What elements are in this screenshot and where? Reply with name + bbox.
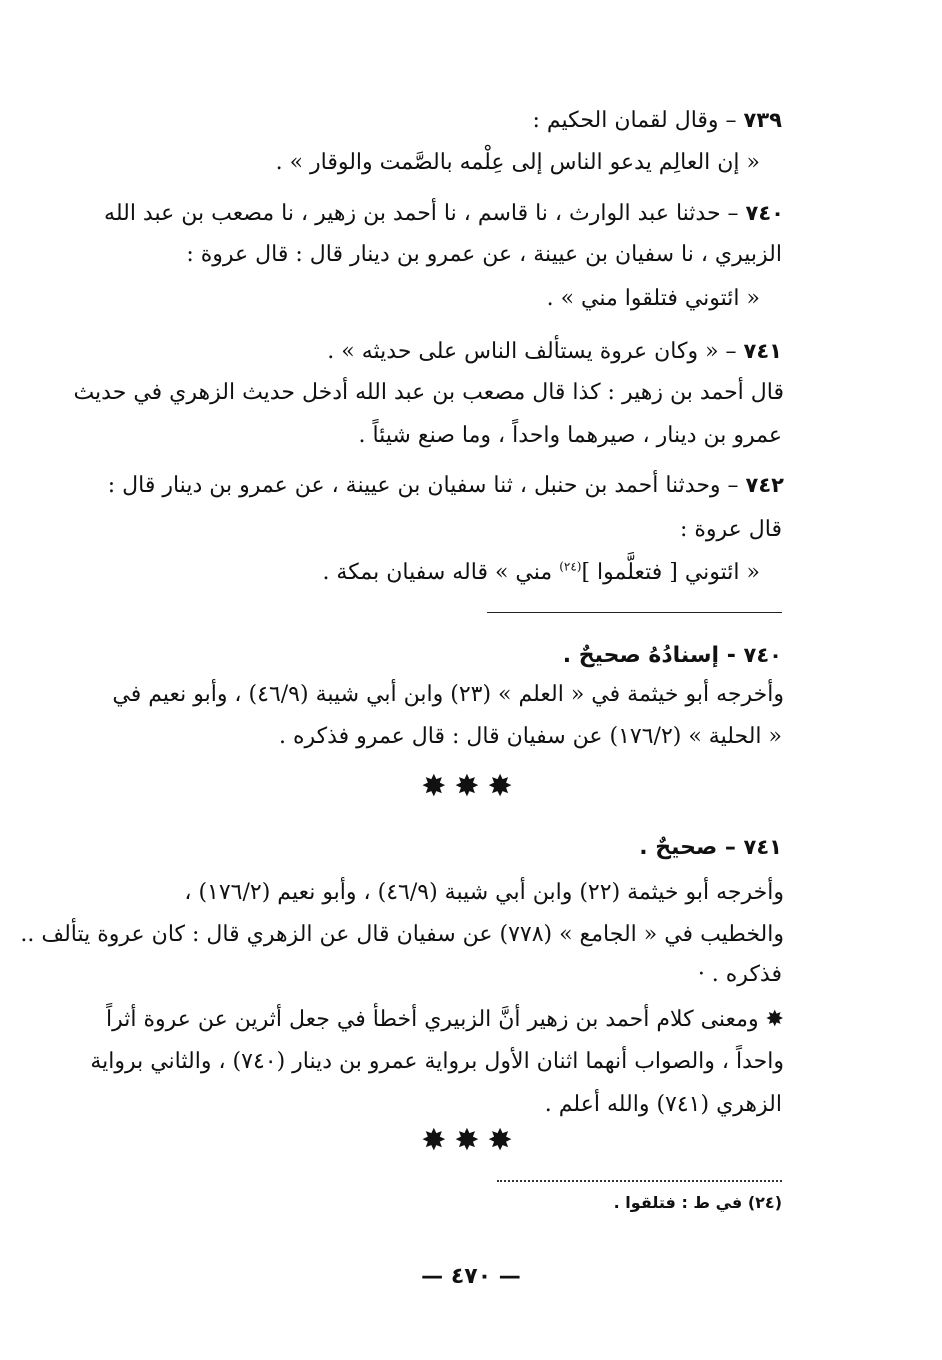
commentary-number-740: ٧٤٠ bbox=[743, 643, 782, 667]
footnote: (٢٤) في ط : فتلقوا . bbox=[613, 1193, 782, 1212]
paragraph-740-line3: « ائتوني فتلقوا مني » . bbox=[546, 286, 760, 311]
paragraph-741-line2: قال أحمد بن زهير : كذا قال مصعب بن عبد الله أدخل حديث الزهري في حديث bbox=[73, 380, 784, 405]
item-number-742: ٧٤٢ bbox=[745, 473, 784, 497]
paragraph-739-line1: ٧٣٩ – وقال لقمان الحكيم : bbox=[532, 108, 782, 133]
commentary-741-line6: الزهري (٧٤١) والله أعلم . bbox=[544, 1092, 782, 1117]
item-number-741: ٧٤١ bbox=[743, 339, 782, 363]
commentary-741-line1: وأخرجه أبو خيثمة (٢٢) وابن أبي شيبة (٤٦/٩) ، وأبو نعيم (١٧٦/٢) ، bbox=[184, 880, 784, 905]
paragraph-741-line1: ٧٤١ – « وكان عروة يستألف الناس على حديثه » . bbox=[327, 339, 782, 364]
paragraph-740-line2: الزبيري ، نا سفيان بن عيينة ، عن عمرو بن دينار قال : قال عروة : bbox=[186, 242, 782, 267]
section-ornament: ✸✸✸ bbox=[421, 1123, 521, 1158]
commentary-741-line4: ✸ ومعنى كلام أحمد بن زهير أنَّ الزبيري أخطأ في جعل أثرين عن عروة أثراً bbox=[106, 1007, 784, 1032]
commentary-741-line3: فذكره . · bbox=[697, 962, 782, 987]
paragraph-740-line1: ٧٤٠ – حدثنا عبد الوارث ، نا قاسم ، نا أحمد بن زهير ، نا مصعب بن عبد الله bbox=[104, 201, 784, 226]
commentary-741-line5: واحداً ، والصواب أنهما اثنان الأول برواية عمرو بن دينار (٧٤٠) ، والثاني برواية bbox=[90, 1049, 784, 1074]
footnote-separator bbox=[497, 1180, 782, 1182]
item-number-740: ٧٤٠ bbox=[745, 201, 784, 225]
section-ornament: ✸✸✸ bbox=[421, 769, 521, 804]
section-divider bbox=[487, 612, 782, 613]
item-number-739: ٧٣٩ bbox=[743, 108, 782, 132]
commentary-740-line1: وأخرجه أبو خيثمة في « العلم » (٢٣) وابن أبي شيبة (٤٦/٩) ، وأبو نعيم في bbox=[112, 682, 784, 707]
paragraph-742-line3: « ائتوني [ فتعلَّموا ]$^{(٢٤)}$ مني » قاله سفيان بمكة . bbox=[322, 559, 760, 585]
commentary-741-heading: ٧٤١ – صحيحٌ . bbox=[639, 835, 782, 860]
commentary-number-741: ٧٤١ bbox=[743, 835, 782, 859]
paragraph-742-line1: ٧٤٢ – وحدثنا أحمد بن حنبل ، ثنا سفيان بن عيينة ، عن عمرو بن دينار قال : bbox=[107, 473, 784, 498]
commentary-740-line2: « الحلية » (١٧٦/٢) عن سفيان قال : قال عمرو فذكره . bbox=[279, 724, 782, 749]
commentary-740-heading: ٧٤٠ - إسنادُهُ صحيحٌ . bbox=[562, 643, 782, 668]
paragraph-739-line2: « إن العالِم يدعو الناس إلى عِلْمه بالصَّمت والوقار » . bbox=[275, 150, 760, 175]
page-number: — ٤٧٠ — bbox=[421, 1264, 521, 1289]
footnote-marker[interactable]: (٢٤) bbox=[559, 559, 582, 574]
paragraph-742-line2: قال عروة : bbox=[679, 517, 782, 542]
paragraph-741-line3: عمرو بن دينار ، صيرهما واحداً ، وما صنع شيئاً . bbox=[358, 423, 782, 448]
commentary-741-line2: والخطيب في « الجامع » (٧٧٨) عن سفيان قال عن الزهري قال : كان عروة يتألف .. bbox=[20, 922, 784, 947]
